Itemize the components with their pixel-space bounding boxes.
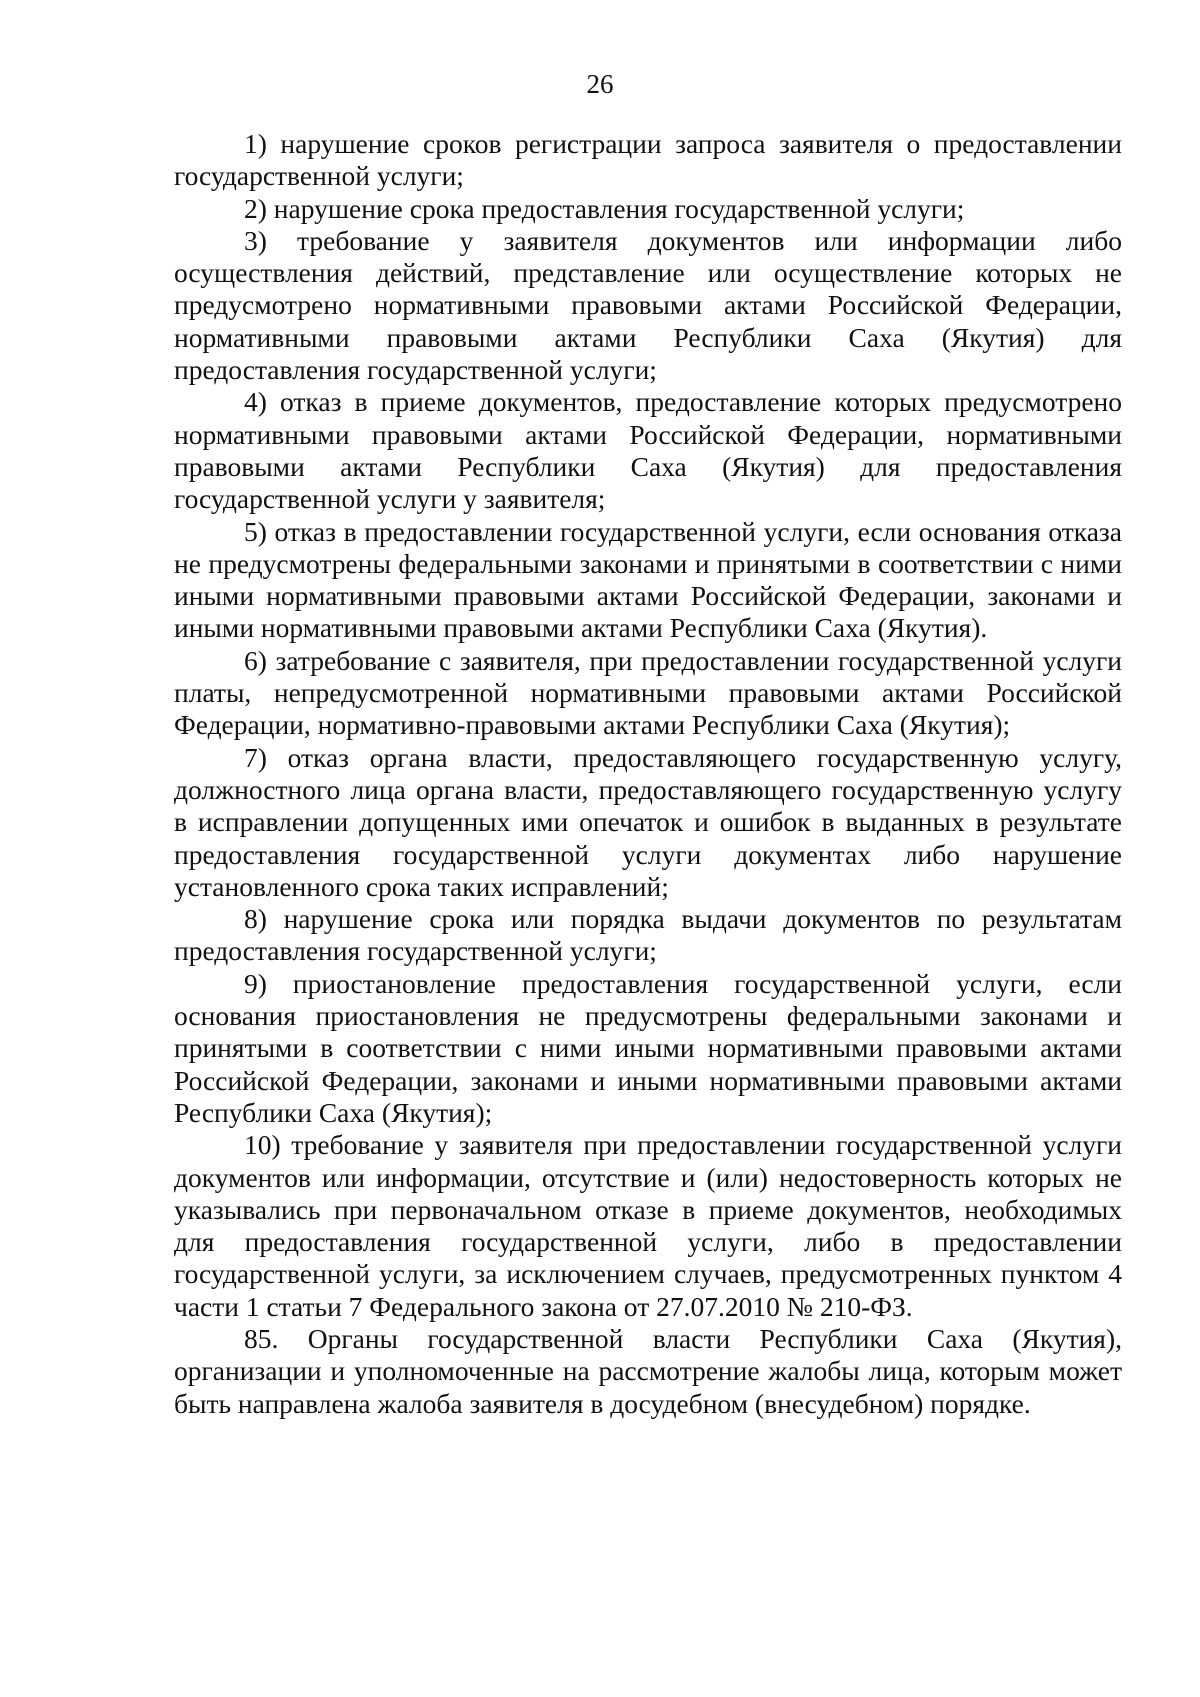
paragraph-item-10: 10) требование у заявителя при предоставлении государственной услуги документов или информации, отсутствие и (или) недостоверность которых не указывались при первоначальном отказе в приеме документов, необходимых для предоставления государственной услуги, либо в предоставлении государственной услуги, за исключением случаев, предусмотренных пунктом 4 части 1 статьи 7 Федерального закона от 27.07.2010 № 210-ФЗ. (174, 1129, 1122, 1322)
paragraph-item-2: 2) нарушение срока предоставления государственной услуги; (244, 192, 965, 224)
document-body (174, 128, 1122, 1420)
paragraph-item-7: 7) отказ органа власти, предоставляющего государственную услугу, должностного лица органа власти, предоставляющего государственную услугу в исправлении допущенных ими опечаток и ошибок в выданных в результате предоставления государственной услуги документах либо нарушение установленного срока таких исправлений; (174, 741, 1122, 902)
page-number: 26 (586, 69, 614, 99)
paragraph-item-5: 5) отказ в предоставлении государственной услуги, если основания отказа не предусмотрены федеральными законами и принятыми в соответствии с ними иными нормативными правовыми актами Российской Федерации, законами и иными нормативными правовыми актами Республики Саха (Якутия). (174, 515, 1122, 644)
paragraph-item-4: 4) отказ в приеме документов, предоставление которых предусмотрено нормативными правовыми актами Российской Федерации, нормативными правовыми актами Республики Саха (Якутия) для предоставления государственной услуги у заявителя; (174, 386, 1122, 515)
paragraph-item-3: 3) требование у заявителя документов или информации либо осуществления действий, представление или осуществление которых не предусмотрено нормативными правовыми актами Российской Федерации, нормативными правовыми актами Республики Саха (Якутия) для предоставления государственной услуги; (174, 224, 1122, 386)
paragraph-item-9: 9) приостановление предоставления государственной услуги, если основания приостановления не предусмотрены федеральными законами и принятыми в соответствии с ними иными нормативными правовыми актами Российской Федерации, законами и иными нормативными правовыми актами Республики Саха (Якутия); (174, 967, 1122, 1128)
paragraph-item-6: 6) затребование с заявителя, при предоставлении государственной услуги платы, непредусмотренной нормативными правовыми актами Российской Федерации, нормативно-правовыми актами Республики Саха (Якутия); (174, 644, 1122, 741)
paragraph-85: 85. Органы государственной власти Республики Саха (Якутия), организации и уполномоченные на рассмотрение жалобы лица, которым может быть направлена жалоба заявителя в досудебном (внесудебном) порядке. (174, 1322, 1122, 1419)
paragraph-item-1: 1) нарушение сроков регистрации запроса заявителя о предоставлении государственной услуги; (174, 128, 1122, 192)
paragraph-item-8: 8) нарушение срока или порядка выдачи документов по результатам предоставления государственной услуги; (174, 903, 1122, 967)
